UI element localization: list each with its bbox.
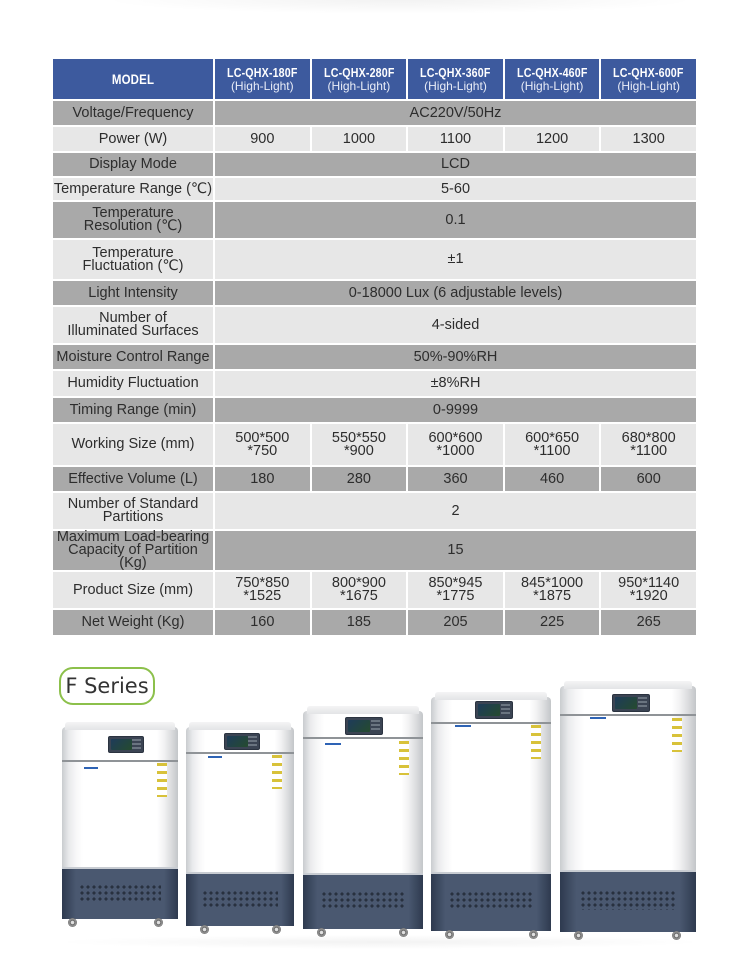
value-line: 680*800 [621, 429, 676, 446]
label-line: Maximum Load-bearing [56, 529, 210, 545]
cabinet-base [303, 873, 423, 929]
model-name: LC-QHX-600F [613, 65, 684, 80]
label-line: Number of Standard [67, 496, 199, 512]
value-line: *750 [247, 442, 278, 459]
cell-value: 205 [408, 610, 503, 635]
caster-wheel-icon [154, 918, 163, 927]
cabinet-body [186, 727, 294, 872]
value-line: *1920 [629, 588, 668, 604]
label-line: Capacity of Partition (Kg) [68, 542, 198, 571]
label-line: Resolution (℃) [83, 218, 183, 234]
control-panel-icon [475, 701, 513, 719]
warning-labels-icon [399, 741, 409, 775]
cell-value: 1200 [505, 127, 600, 151]
cell-value: 460 [505, 467, 600, 491]
vent-grille-icon [79, 884, 160, 901]
brand-logo-icon [455, 725, 471, 727]
brand-logo-icon [208, 756, 222, 758]
model-name: LC-QHX-280F [323, 65, 395, 80]
caster-wheel-icon [200, 925, 209, 934]
value-line: 500*500 [235, 429, 290, 446]
brand-logo-icon [84, 767, 98, 769]
cabinet-top [564, 681, 692, 689]
warning-labels-icon [272, 755, 282, 789]
label-line: Fluctuation (℃) [82, 257, 184, 274]
vent-grille-icon [202, 890, 278, 908]
cell-value: 1000 [312, 127, 407, 151]
row-value: 50%-90%RH [215, 345, 696, 369]
label-line: Number of [99, 310, 167, 326]
value-line: *1100 [630, 442, 668, 459]
caster-wheel-icon [529, 930, 538, 939]
vent-grille-icon [321, 891, 405, 909]
product-image-600f [560, 686, 696, 930]
cell-value: 1300 [601, 127, 696, 151]
caster-wheel-icon [272, 925, 281, 934]
model-name: LC-QHX-180F [227, 65, 298, 80]
cabinet-body [62, 727, 178, 867]
door-seam [186, 752, 294, 754]
value-line: 800*900 [331, 575, 386, 591]
door-seam [62, 760, 178, 762]
row-value: 4-sided [215, 307, 696, 343]
cabinet-top [435, 692, 548, 700]
row-label: Power (W) [53, 127, 213, 151]
row-label: Humidity Fluctuation [53, 371, 213, 396]
brand-logo-icon [590, 717, 606, 719]
value-line: *1775 [436, 588, 475, 604]
cell-value: 280 [312, 467, 407, 491]
cell-value: 160 [215, 610, 310, 635]
value-line: 750*850 [235, 575, 290, 591]
cabinet-body [431, 697, 551, 872]
product-image-280f [186, 727, 294, 924]
cell-value: 1100 [408, 127, 503, 151]
caster-wheel-icon [317, 928, 326, 937]
value-line: *1100 [533, 442, 571, 459]
cell-value: 185 [312, 610, 407, 635]
model-variant: (High-Light) [424, 79, 487, 93]
value-line: *900 [343, 442, 374, 459]
row-value: 5-60 [215, 178, 696, 200]
control-panel-icon [224, 733, 260, 750]
value-line: 950*1140 [618, 575, 680, 591]
cabinet-base [62, 867, 178, 919]
row-label: Timing Range (min) [53, 398, 213, 422]
caster-wheel-icon [445, 930, 454, 939]
value-line: 550*550 [331, 429, 386, 446]
caster-wheel-icon [399, 928, 408, 937]
row-label: Net Weight (Kg) [53, 610, 213, 635]
value-line: 850*945 [428, 575, 483, 591]
warning-labels-icon [672, 718, 682, 752]
control-panel-icon [345, 717, 383, 735]
caster-wheel-icon [672, 931, 681, 940]
cell-value: 265 [601, 610, 696, 635]
cell-value: 600 [601, 467, 696, 491]
row-value: 15 [215, 531, 696, 570]
door-seam [431, 722, 551, 724]
cabinet-top [307, 706, 420, 714]
warning-labels-icon [531, 725, 541, 759]
caster-wheel-icon [574, 931, 583, 940]
model-variant: (High-Light) [520, 79, 584, 93]
model-name: LC-QHX-460F [516, 65, 588, 80]
cabinet-top [65, 722, 174, 730]
row-value: ±1 [215, 240, 696, 279]
product-image-360f [303, 711, 423, 927]
header-label-text: MODEL [111, 71, 155, 87]
row-value: 2 [215, 493, 696, 529]
value-line: *1875 [533, 588, 572, 604]
model-variant: (High-Light) [327, 79, 391, 93]
door-seam [303, 737, 423, 739]
control-panel-icon [612, 694, 650, 712]
cabinet-base [560, 870, 696, 932]
value-line: 845*1000 [521, 575, 584, 591]
label-line: Partitions [102, 509, 164, 525]
product-image-180f [62, 727, 178, 917]
cabinet-base [186, 872, 294, 926]
row-value: AC220V/50Hz [215, 101, 696, 125]
value-line: 600*650 [525, 429, 580, 446]
warning-labels-icon [157, 763, 167, 797]
row-value: LCD [215, 153, 696, 176]
row-label: Moisture Control Range [53, 345, 213, 369]
row-value: 0-18000 Lux (6 adjustable levels) [215, 281, 696, 305]
model-name: LC-QHX-360F [420, 65, 491, 80]
cell-value: 360 [408, 467, 503, 491]
label-line: Illuminated Surfaces [67, 323, 199, 339]
cell-value: 180 [215, 467, 310, 491]
value-line: *1525 [243, 588, 282, 604]
cabinet-body [560, 686, 696, 870]
row-label: Light Intensity [53, 281, 213, 305]
brand-logo-icon [325, 743, 341, 745]
label-line: Temperature [92, 244, 174, 261]
cell-value: 900 [215, 127, 310, 151]
series-badge: F Series [59, 667, 155, 705]
vent-grille-icon [580, 890, 675, 910]
cabinet-top [189, 722, 291, 730]
row-value: 0.1 [215, 202, 696, 238]
value-line: 600*600 [428, 429, 483, 446]
row-label: Product Size (mm) [53, 572, 213, 608]
value-line: *1675 [339, 588, 378, 604]
control-panel-icon [108, 736, 144, 753]
row-label: Working Size (mm) [53, 424, 213, 465]
model-variant: (High-Light) [617, 79, 681, 93]
row-label: Effective Volume (L) [53, 467, 213, 491]
row-label: Temperature Range (℃) [53, 178, 213, 200]
model-variant: (High-Light) [230, 79, 294, 93]
product-image-460f [431, 697, 551, 929]
row-label: Voltage/Frequency [53, 101, 213, 125]
row-value: 0-9999 [215, 398, 696, 422]
label-line: Temperature [92, 205, 174, 221]
door-seam [560, 714, 696, 716]
caster-wheel-icon [68, 918, 77, 927]
cabinet-base [431, 872, 551, 931]
value-line: *1000 [436, 442, 475, 459]
cabinet-body [303, 711, 423, 873]
row-value: ±8%RH [215, 371, 696, 396]
cell-value: 225 [505, 610, 600, 635]
row-label: Display Mode [53, 153, 213, 176]
vent-grille-icon [449, 891, 533, 910]
